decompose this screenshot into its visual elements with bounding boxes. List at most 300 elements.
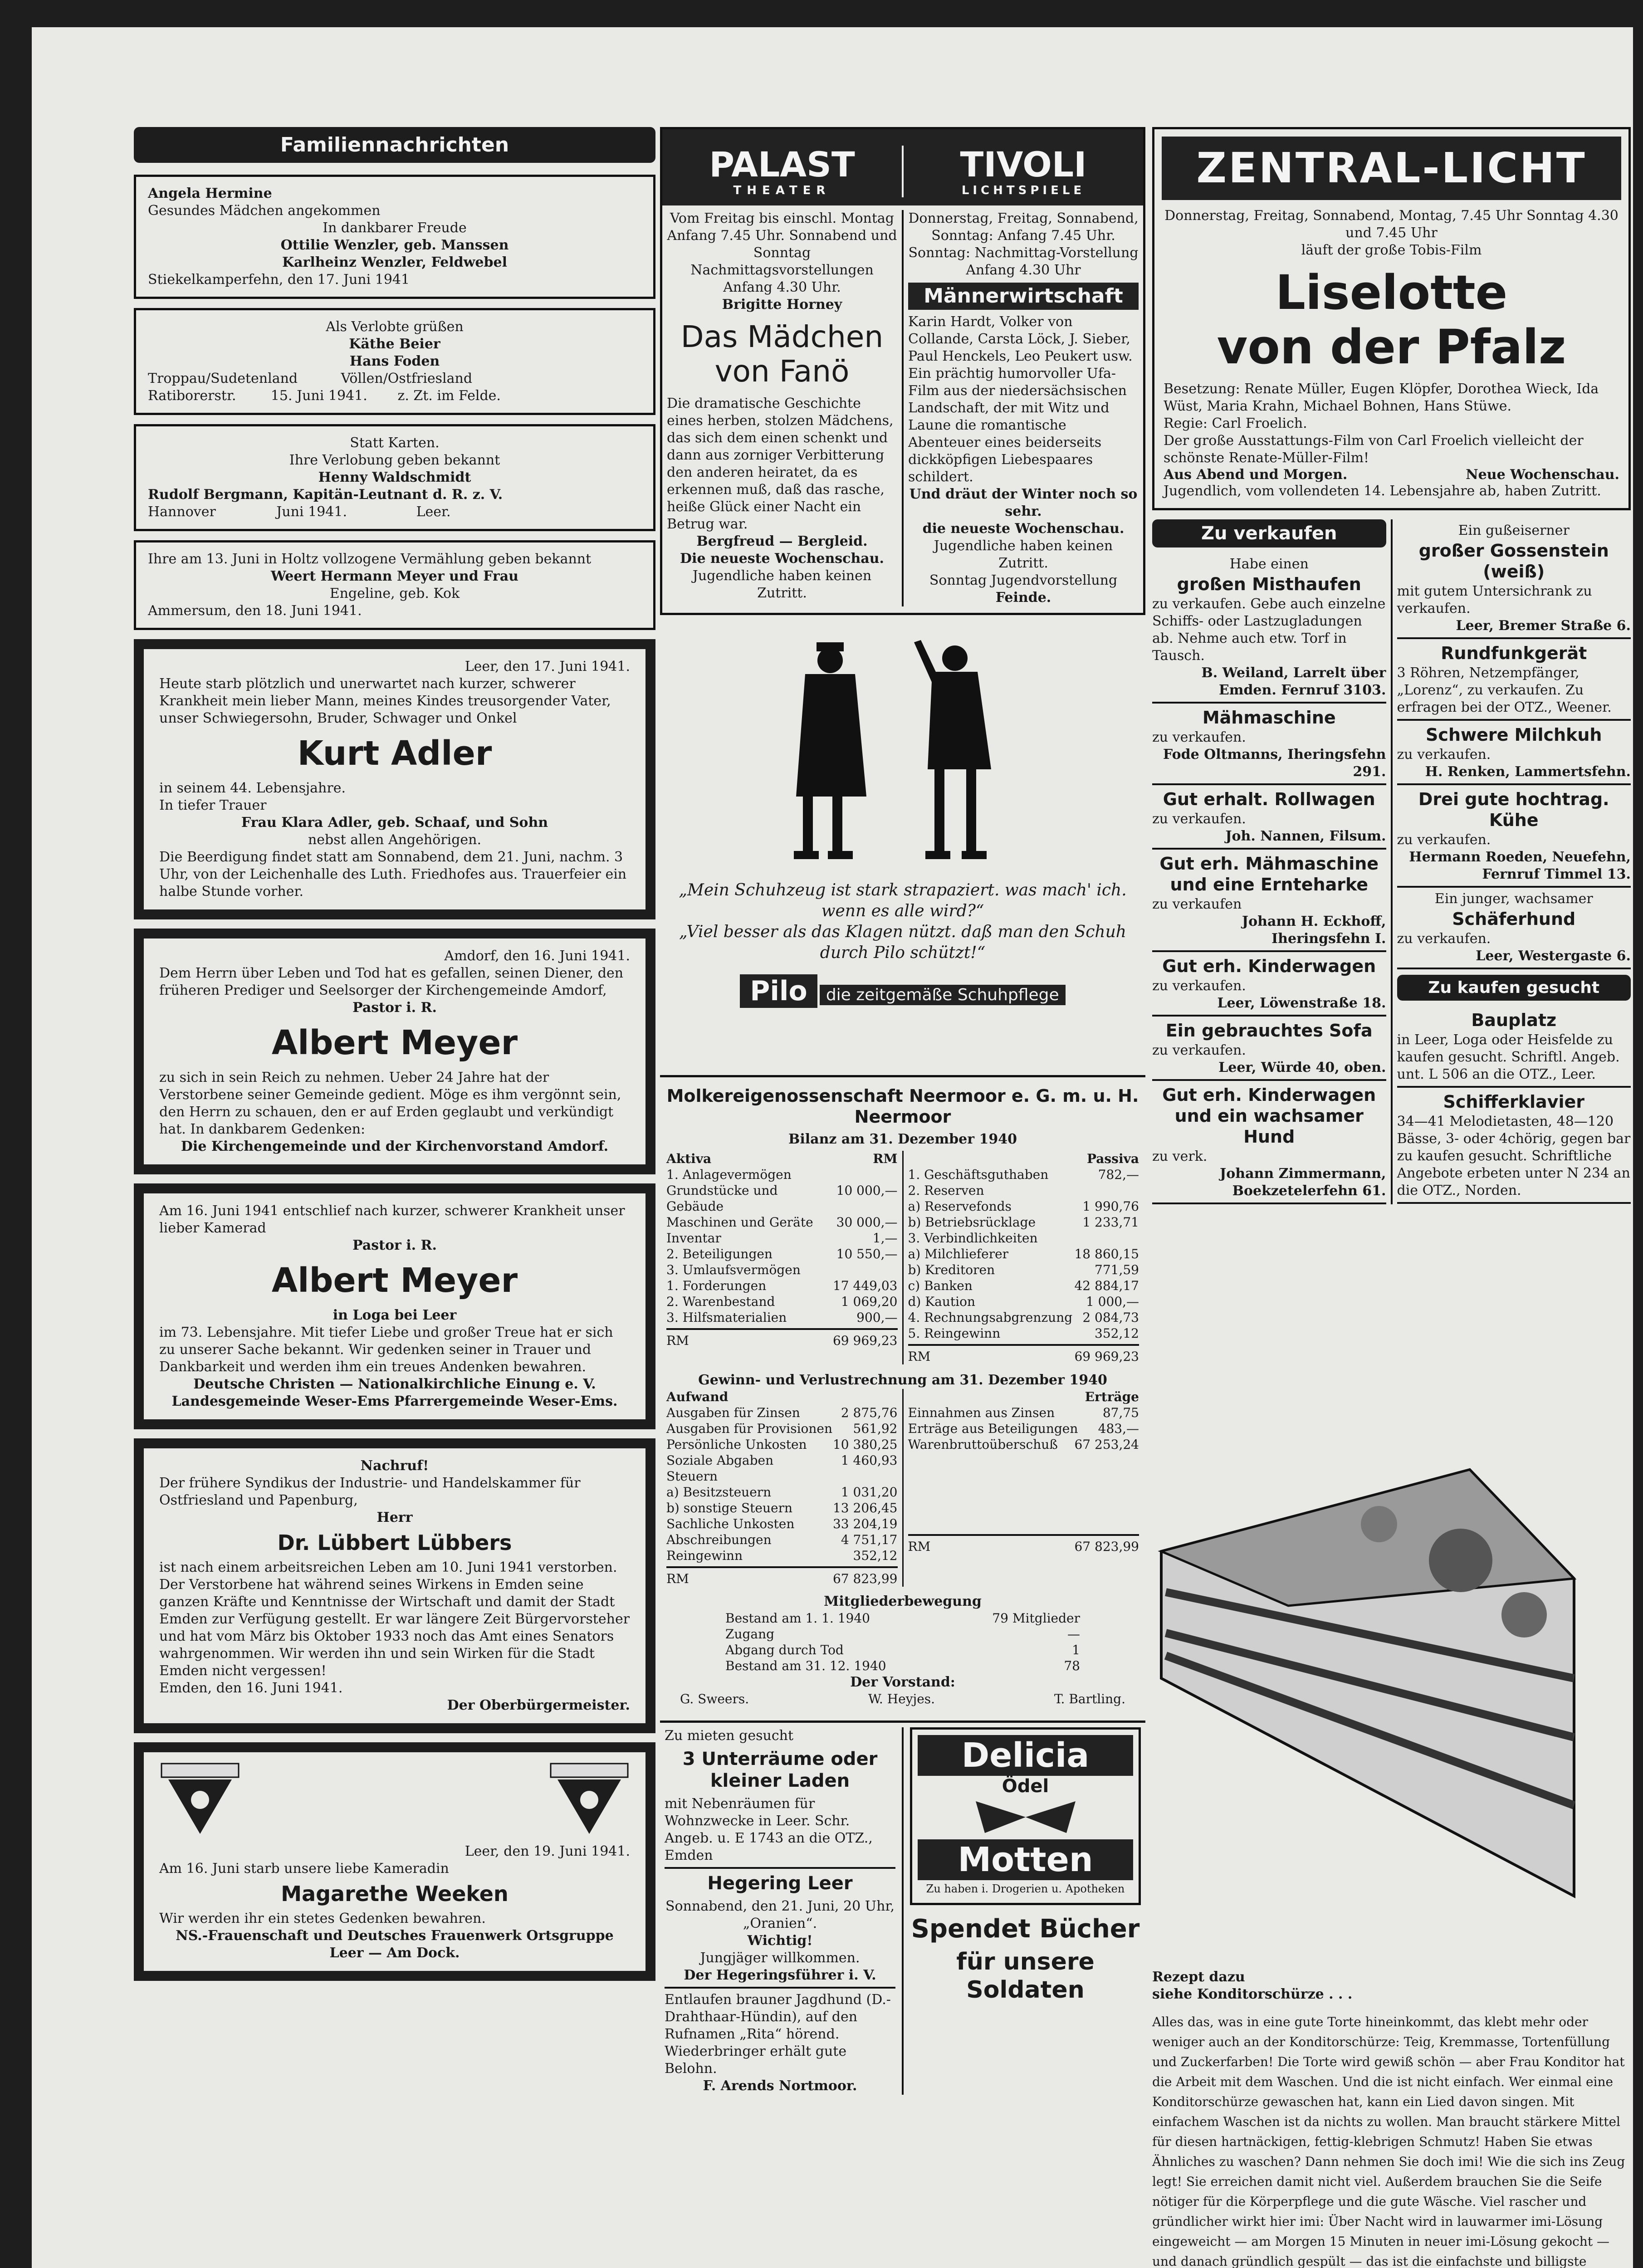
ledger-row bbox=[666, 1278, 898, 1294]
ad-sign: Leer, Westergaste 6. bbox=[1476, 948, 1631, 964]
pilo-quote: „Mein Schuhzeug ist stark strapaziert. was mach' ich. wenn es alle wird?“ bbox=[679, 881, 1132, 920]
aktiva-column bbox=[662, 1151, 904, 1364]
ledger-label: Zugang bbox=[725, 1627, 775, 1642]
ledger-label: Sachliche Unkosten bbox=[666, 1516, 795, 1531]
frauenschaft-seal-icon bbox=[159, 1761, 241, 1838]
ledger-row bbox=[908, 1294, 1139, 1310]
ad-title: großen Misthaufen bbox=[1177, 574, 1361, 594]
deceased-name: Dr. Lübbert Lübbers bbox=[277, 1530, 512, 1555]
ad-title: Ein gebrauchtes Sofa bbox=[1165, 1021, 1373, 1041]
moth-icon bbox=[958, 1797, 1094, 1838]
ledger-value: 2 084,73 bbox=[1082, 1310, 1139, 1325]
zentral-film-title: von der Pfalz bbox=[1217, 319, 1566, 375]
ledger-label: 3. Umlaufsvermögen bbox=[666, 1262, 801, 1277]
ledger-label: c) Banken bbox=[908, 1278, 973, 1293]
aufwand-head: Aufwand bbox=[666, 1389, 729, 1404]
cake-slice-illustration-icon bbox=[1152, 1442, 1631, 1941]
ad-body: 34—41 Melodietasten, 48—120 Bässe, 3- oder 4chörig, gegen bar zu kaufen gesucht. Schriftliche Angebote erbeten unter N 234 an die OTZ., Norden. bbox=[1397, 1114, 1635, 1198]
ad-title: Gut erh. Kinderwagen bbox=[1162, 956, 1376, 976]
ledger-row bbox=[666, 1452, 898, 1468]
zentral-youth: Jugendlich, vom vollendeten 14. Lebensjahre ab, haben Zutritt. bbox=[1164, 483, 1601, 499]
zentral-times: Donnerstag, Freitag, Sonnabend, Montag, 7.45 Uhr Sonntag 4.30 und 7.45 Uhr bbox=[1164, 208, 1623, 241]
obituary-adler bbox=[134, 639, 655, 919]
ad-body: zu verkaufen. bbox=[1152, 1042, 1246, 1058]
two-men-illustration-icon bbox=[660, 624, 1145, 878]
ledger-row bbox=[725, 1658, 1080, 1674]
ad-sign: Johann H. Eckhoff, Iheringsfehn I. bbox=[1242, 914, 1391, 947]
obituary-funeral: Die Beerdigung findet statt am Sonnabend, dem 21. Juni, nachm. 3 Uhr, von der Leichenhalle des Luth. Friedhofes aus. Trauerfeier ein halbe Stunde vorher. bbox=[159, 849, 631, 899]
ad-body: mit gutem Untersichrank zu verkaufen. bbox=[1397, 583, 1597, 616]
ledger-row bbox=[908, 1278, 1139, 1294]
ledger-label: 4. Rechnungsabgrenzung bbox=[908, 1310, 1073, 1325]
frauenwerk-seal-icon bbox=[548, 1761, 630, 1838]
ledger-label: Steuern bbox=[666, 1469, 718, 1484]
ledger-row bbox=[666, 1548, 898, 1564]
zentral-film-title: Liselotte bbox=[1275, 265, 1508, 320]
ledger-value: 1 bbox=[1072, 1642, 1080, 1657]
ledger-row bbox=[908, 1310, 1139, 1325]
ad-body: 3 Röhren, Netzempfänger, „Lorenz“, zu verkaufen. Zu erfragen bei der OTZ., Weener. bbox=[1397, 665, 1612, 715]
ledger-value: 10 550,— bbox=[836, 1246, 898, 1261]
ad-sign: H. Renken, Lammertsfehn. bbox=[1425, 764, 1631, 780]
ledger-label: 3. Hilfsmaterialien bbox=[666, 1310, 787, 1325]
palast-star: Brigitte Horney bbox=[722, 297, 842, 313]
ad-title: Rundfunkgerät bbox=[1441, 643, 1587, 663]
engagement-line: Ratiborerstr. 15. Juni 1941. z. Zt. im Felde. bbox=[148, 388, 501, 404]
obituary-family: nebst allen Angehörigen. bbox=[308, 832, 482, 848]
classified-ad bbox=[1397, 1088, 1635, 1204]
ledger-row bbox=[666, 1516, 898, 1532]
delicia-sub: Zu haben i. Drogerien u. Apotheken bbox=[926, 1882, 1125, 1895]
engagement-line: Troppau/Sudetenland Völlen/Ostfriesland bbox=[148, 371, 473, 386]
obituary-place: in Loga bei Leer bbox=[333, 1307, 457, 1323]
unit-label: RM bbox=[666, 1571, 689, 1586]
ledger-label: 1. Forderungen bbox=[666, 1278, 767, 1293]
zentral-news: Neue Wochenschau. bbox=[1466, 467, 1619, 483]
ledger-row bbox=[666, 1246, 898, 1262]
wedding-line: Ammersum, den 18. Juni 1941. bbox=[148, 603, 362, 619]
rezept-head: Rezept dazu bbox=[1152, 1969, 1245, 1985]
guv-total: 67 823,99 bbox=[832, 1571, 898, 1586]
right-column bbox=[1152, 127, 1636, 2268]
birth-notice bbox=[134, 175, 655, 299]
ledger-value: 483,— bbox=[1098, 1421, 1139, 1436]
ledger-value: 2 875,76 bbox=[841, 1405, 898, 1420]
ledger-value: 1 000,— bbox=[1086, 1294, 1139, 1309]
palast-film-desc: Die dramatische Geschichte eines herben, stolzen Mädchens, das sich dem einen schenkt und dann aus zorniger Verbitterung den anderen heiratet, da es erkennen muß, daß das rasche, heiße Glück einer Nacht ein Betrug war. bbox=[667, 396, 898, 532]
ledger-value: 1 460,93 bbox=[841, 1453, 898, 1468]
tivoli-desc: Ein prächtig humorvoller Ufa-Film aus der niedersächsischen Landschaft, der mit Witz und Laune die romantische Abenteuer eines beiderseits dickköpfigen Liebespaares schildert. bbox=[908, 366, 1131, 485]
unit-label: RM bbox=[666, 1333, 689, 1348]
classified-ad bbox=[1397, 721, 1631, 785]
ledger-value: 782,— bbox=[1098, 1167, 1139, 1182]
ad-title: Schäferhund bbox=[1452, 909, 1576, 929]
palast-logo-sub: THEATER bbox=[733, 184, 831, 197]
wedding-notice bbox=[134, 540, 655, 630]
ledger-row bbox=[908, 1325, 1139, 1341]
classified-ad bbox=[1152, 850, 1391, 952]
tivoli-logo-sub: LICHTSPIELE bbox=[961, 184, 1086, 197]
ledger-label: d) Kaution bbox=[908, 1294, 975, 1309]
obituary-head: Nachruf! bbox=[360, 1458, 429, 1474]
zentral-runs: läuft der große Tobis-Film bbox=[1301, 242, 1482, 258]
board-member: T. Bartling. bbox=[1054, 1691, 1125, 1706]
middle-column bbox=[660, 127, 1145, 2268]
classified-ad bbox=[1152, 1081, 1391, 1204]
tivoli-film-title: Männerwirtschaft bbox=[908, 283, 1139, 310]
molkerei-balance bbox=[660, 1075, 1145, 1711]
ledger-row bbox=[908, 1246, 1139, 1262]
ledger-value: 87,75 bbox=[1102, 1405, 1139, 1420]
unit-label: RM bbox=[873, 1151, 898, 1166]
zu-kaufen-gesucht-header: Zu kaufen gesucht bbox=[1397, 975, 1631, 1001]
engagement-line: Als Verlobte grüßen bbox=[326, 319, 464, 335]
ledger-value: 561,92 bbox=[853, 1421, 898, 1436]
obituary-intro: Dem Herrn über Leben und Tod hat es gefallen, seinen Diener, den früheren Prediger und Seelsorger der Kirchengemeinde Amdorf, bbox=[159, 965, 628, 998]
palast-logo-text: PALAST bbox=[709, 144, 855, 185]
ad-sign: Fode Oltmanns, Iheringsfehn 291. bbox=[1163, 747, 1391, 780]
tivoli-sunday: Sonntag Jugendvorstellung bbox=[929, 572, 1118, 588]
rezept-head: siehe Konditorschürze . . . bbox=[1152, 1986, 1353, 2002]
ledger-row bbox=[908, 1183, 1139, 1198]
obituary-body: zu sich in sein Reich zu nehmen. Ueber 24 Jahre hat der Verstorbene seiner Gemeinde gedient. Möge es ihm vergönnt sein, den Herrn zu schauen, den er auf Erden geglaubt und verkündigt hat. In dankbarem Gedenken: bbox=[159, 1070, 626, 1137]
ledger-row bbox=[908, 1405, 1139, 1421]
ad-pre: Ein gußeiserner bbox=[1458, 523, 1570, 538]
obituary-title: Pastor i. R. bbox=[352, 1237, 437, 1253]
birth-line: In dankbarer Freude bbox=[323, 220, 467, 236]
ledger-row bbox=[666, 1405, 898, 1421]
classified-ad bbox=[1152, 785, 1386, 850]
obituary-age: in seinem 44. Lebensjahre. bbox=[159, 780, 346, 796]
birth-line: Gesundes Mädchen angekommen bbox=[148, 203, 381, 219]
ad-sign: Leer, Löwenstraße 18. bbox=[1217, 995, 1386, 1011]
ledger-label: b) Betriebsrücklage bbox=[908, 1215, 1036, 1230]
for-sale-column-right bbox=[1393, 519, 1636, 1204]
engagement-line: Käthe Beier bbox=[349, 336, 440, 352]
palast-news: Die neueste Wochenschau. bbox=[680, 551, 884, 567]
palast-film-title: Das Mädchen von Fanö bbox=[680, 319, 884, 389]
obituary-sign: Der Oberbürgermeister. bbox=[447, 1697, 630, 1713]
ledger-value: 1 990,76 bbox=[1082, 1199, 1139, 1214]
obituary-luebbers bbox=[134, 1438, 655, 1733]
ledger-value: 352,12 bbox=[1095, 1326, 1139, 1341]
molkerei-title: Molkereigenossenschaft Neermoor e. G. m. u. H. Neermoor bbox=[666, 1086, 1139, 1127]
obituary-body: im 73. Lebensjahre. Mit tiefer Liebe und großer Treue hat er sich zu unserer Sache bekannt. Wir gedenken seiner in Trauer und Dankbarkeit und werden ihm ein treues Andenken bewahren. bbox=[159, 1325, 618, 1375]
ledger-row bbox=[666, 1262, 898, 1278]
ledger-row bbox=[666, 1532, 898, 1548]
ledger-row bbox=[908, 1421, 1139, 1437]
ledger-row bbox=[666, 1437, 898, 1452]
pilo-quote: „Viel besser als das Klagen nützt. daß man den Schuh durch Pilo schützt!“ bbox=[679, 923, 1132, 962]
palast-tivoli-logo bbox=[662, 129, 1143, 205]
ledger-label: 1. Anlagevermögen bbox=[666, 1167, 792, 1182]
classified-ad bbox=[1152, 1017, 1386, 1081]
wedding-line: Weert Hermann Meyer und Frau bbox=[271, 568, 518, 584]
ad-body: zu verkaufen. bbox=[1397, 931, 1491, 947]
ad-body: zu verkaufen. bbox=[1397, 747, 1491, 763]
ledger-label: a) Besitzsteuern bbox=[666, 1485, 772, 1500]
ledger-value: 1,— bbox=[872, 1231, 898, 1246]
delicia-ad bbox=[910, 1727, 1141, 1905]
ad-body: in Leer, Loga oder Heisfelde zu kaufen gesucht. Schriftl. Angeb. unt. L 506 an die OTZ., Leer. bbox=[1397, 1032, 1624, 1082]
obituary-family: Frau Klara Adler, geb. Schaaf, und Sohn bbox=[241, 815, 548, 831]
ledger-label: Ausgaben für Zinsen bbox=[666, 1405, 800, 1420]
deceased-name: Albert Meyer bbox=[271, 1023, 518, 1062]
board-member: G. Sweers. bbox=[680, 1691, 749, 1706]
ledger-label: Grundstücke und Gebäude bbox=[666, 1183, 778, 1214]
ledger-label: Abgang durch Tod bbox=[725, 1642, 844, 1657]
passiva-head: Passiva bbox=[1086, 1151, 1139, 1166]
ad-body: zu verkaufen. bbox=[1152, 978, 1246, 994]
dateline: Leer, den 17. Juni 1941. bbox=[465, 659, 630, 675]
rent-head: Zu mieten gesucht bbox=[665, 1728, 794, 1744]
wedding-line: Engeline, geb. Kok bbox=[329, 586, 460, 601]
delicia-logo: Delicia bbox=[918, 1735, 1133, 1776]
engagement-notice bbox=[134, 424, 655, 531]
ledger-value: — bbox=[1067, 1627, 1080, 1642]
ledger-row bbox=[908, 1198, 1139, 1214]
deceased-name: Kurt Adler bbox=[297, 734, 492, 773]
ledger-label: 3. Verbindlichkeiten bbox=[908, 1231, 1038, 1246]
spende-title: Spendet Bücher bbox=[911, 1914, 1140, 1944]
ad-body: zu verkaufen. bbox=[1397, 832, 1491, 848]
ad-body: zu verkaufen. bbox=[1152, 811, 1246, 827]
engagement-line: Hans Foden bbox=[349, 353, 440, 369]
obituary-sign: NS.-Frauenschaft und Deutsches Frauenwerk Ortsgruppe Leer — Am Dock. bbox=[176, 1928, 619, 1961]
molkerei-bilanz-head: Bilanz am 31. Dezember 1940 bbox=[788, 1131, 1017, 1147]
zentral-cast: Besetzung: Renate Müller, Eugen Klöpfer, Dorothea Wieck, Ida Wüst, Maria Krahn, Michael Bohnen, Hans Stüwe. bbox=[1164, 381, 1603, 414]
for-sale-column-left bbox=[1152, 519, 1393, 1204]
ledger-row bbox=[908, 1167, 1139, 1183]
ledger-value: 10 000,— bbox=[836, 1183, 898, 1198]
classified-ad bbox=[1152, 704, 1391, 785]
aktiva-head: Aktiva bbox=[666, 1151, 712, 1166]
birth-line: Angela Hermine bbox=[148, 186, 272, 201]
ledger-label: Maschinen und Geräte bbox=[666, 1215, 813, 1230]
ad-title: Schifferklavier bbox=[1443, 1092, 1584, 1112]
ad-title: großer Gossenstein (weiß) bbox=[1418, 541, 1609, 582]
zentral-desc: Der große Ausstattungs-Film von Carl Froelich vielleicht der schönste Renate-Müller-Film! bbox=[1164, 433, 1588, 466]
ledger-value: 17 449,03 bbox=[832, 1278, 898, 1293]
ledger-row bbox=[666, 1230, 898, 1246]
obituary-meyer-loga bbox=[134, 1183, 655, 1429]
classified-ad bbox=[1397, 1006, 1631, 1088]
ledger-label: b) sonstige Steuern bbox=[666, 1501, 793, 1515]
birth-line: Karlheinz Wenzler, Feldwebel bbox=[282, 254, 507, 270]
rent-title: 3 Unterräume oder kleiner Laden bbox=[682, 1749, 878, 1791]
hegering-sign: Der Hegeringsführer i. V. bbox=[684, 1967, 876, 1983]
zentral-licht-ad bbox=[1152, 127, 1631, 510]
ledger-row bbox=[908, 1262, 1139, 1278]
ledger-label: a) Reservefonds bbox=[908, 1199, 1012, 1214]
hegering-body: Sonnabend, den 21. Juni, 20 Uhr, „Oranien“. bbox=[665, 1898, 899, 1931]
ledger-row bbox=[666, 1310, 898, 1325]
ledger-value: 42 884,17 bbox=[1074, 1278, 1139, 1293]
ledger-row bbox=[666, 1294, 898, 1310]
obituary-body: Wir werden ihr ein stetes Gedenken bewahren. bbox=[159, 1911, 486, 1926]
ledger-row bbox=[666, 1500, 898, 1516]
ledger-label: 5. Reingewinn bbox=[908, 1326, 1001, 1341]
classified-ad bbox=[1152, 952, 1386, 1017]
engagement-line: Statt Karten. bbox=[350, 435, 440, 451]
ad-sign: B. Weiland, Larrelt über Emden. Fernruf 3103. bbox=[1201, 665, 1391, 698]
ledger-value: 67 253,24 bbox=[1074, 1437, 1139, 1452]
obituary-mourning: In tiefer Trauer bbox=[159, 797, 267, 813]
obituary-intro: Am 16. Juni 1941 entschlief nach kurzer, schwerer Krankheit unser lieber Kamerad bbox=[159, 1203, 630, 1236]
family-header: Familiennachrichten bbox=[134, 127, 655, 163]
guv-head: Gewinn- und Verlustrechnung am 31. Dezember 1940 bbox=[698, 1372, 1107, 1388]
rezept-text bbox=[1152, 1969, 1631, 2268]
ledger-row bbox=[908, 1214, 1139, 1230]
obituary-title: Pastor i. R. bbox=[352, 1000, 437, 1016]
ertraege-head: Erträge bbox=[1085, 1389, 1139, 1404]
small-ads-middle bbox=[660, 1721, 1145, 2095]
balance-total: 69 969,23 bbox=[832, 1333, 898, 1348]
deceased-name: Magarethe Weeken bbox=[281, 1882, 509, 1906]
ad-title: Gut erh. Kinderwagen und ein wachsamer Hund bbox=[1162, 1085, 1376, 1147]
ad-title: Bauplatz bbox=[1471, 1010, 1557, 1030]
ledger-label: a) Milchlieferer bbox=[908, 1246, 1009, 1261]
ad-body: zu verkaufen. Gebe auch einzelne Schiffs- oder Lastzugladungen ab. Nehme auch etw. Torf in Tausch. bbox=[1152, 596, 1390, 664]
ledger-value: 33 204,19 bbox=[832, 1516, 898, 1531]
ledger-row bbox=[725, 1642, 1080, 1658]
palast-tivoli-ad bbox=[660, 127, 1145, 615]
ledger-label: Persönliche Unkosten bbox=[666, 1437, 807, 1452]
spende-sub: für unsere Soldaten bbox=[956, 1948, 1095, 2004]
ledger-label: Ausgaben für Provisionen bbox=[666, 1421, 833, 1436]
ledger-value: 18 860,15 bbox=[1074, 1246, 1139, 1261]
ledger-value: 4 751,17 bbox=[841, 1532, 898, 1547]
engagement-line: Hannover Juni 1941. Leer. bbox=[148, 504, 451, 520]
ledger-value: 771,59 bbox=[1095, 1262, 1139, 1277]
obituary-intro: Am 16. Juni starb unsere liebe Kameradin bbox=[159, 1861, 449, 1877]
ad-title: Drei gute hochtrag. Kühe bbox=[1418, 789, 1609, 830]
ad-pre: Ein junger, wachsamer bbox=[1434, 891, 1593, 907]
ad-body: zu verk. bbox=[1152, 1149, 1208, 1164]
ad-title: Gut erh. Mähmaschine und eine Ernteharke bbox=[1159, 854, 1379, 894]
ledger-row bbox=[725, 1610, 1080, 1626]
ledger-value: 13 206,45 bbox=[832, 1501, 898, 1515]
ledger-label: b) Kreditoren bbox=[908, 1262, 995, 1277]
ledger-value: 1 069,20 bbox=[841, 1294, 898, 1309]
ledger-label: Reingewinn bbox=[666, 1548, 743, 1563]
ledger-row bbox=[666, 1484, 898, 1500]
rent-body: mit Nebenräumen für Wohnzwecke in Leer. Schr. Angeb. u. E 1743 an die OTZ., Emden bbox=[665, 1796, 877, 1863]
unit-label: RM bbox=[908, 1349, 931, 1364]
newspaper-page bbox=[32, 27, 1636, 2268]
ledger-value: 30 000,— bbox=[836, 1215, 898, 1230]
obituary-sign: Deutsche Christen — Nationalkirchliche Einung e. V. Landesgemeinde Weser-Ems Pfarrergemeinde Weser-Ems. bbox=[171, 1376, 618, 1409]
zentral-director: Regie: Carl Froelich. bbox=[1164, 415, 1307, 431]
ledger-row bbox=[908, 1230, 1139, 1246]
classified-section bbox=[1152, 519, 1636, 1204]
delicia-motten: Motten bbox=[918, 1839, 1133, 1880]
ledger-label: Inventar bbox=[666, 1231, 721, 1246]
tivoli-times: Donnerstag, Freitag, Sonnabend, Sonntag: Anfang 7.45 Uhr. Sonntag: Nachmittag-Vorstellung Anfang 4.30 Uhr bbox=[908, 210, 1143, 278]
ledger-value: 352,12 bbox=[853, 1548, 898, 1563]
classified-ad bbox=[1397, 785, 1636, 888]
ledger-label: Erträge aus Beteiligungen bbox=[908, 1421, 1078, 1436]
ledger-value: 79 Mitglieder bbox=[992, 1611, 1080, 1626]
ad-sign: Leer, Bremer Straße 6. bbox=[1456, 618, 1631, 634]
dateline: Leer, den 19. Juni 1941. bbox=[465, 1843, 630, 1859]
obituary-date: Emden, den 16. Juni 1941. bbox=[159, 1680, 343, 1696]
classified-ad bbox=[1397, 639, 1631, 721]
ledger-label: 2. Warenbestand bbox=[666, 1294, 775, 1309]
board-head: Der Vorstand: bbox=[850, 1674, 955, 1690]
hegering-note: Wichtig! bbox=[747, 1933, 813, 1949]
obituary-meyer-amdorf bbox=[134, 929, 655, 1174]
hegering-title: Hegering Leer bbox=[707, 1873, 853, 1894]
members-head: Mitgliederbewegung bbox=[824, 1593, 982, 1609]
ad-sign: Joh. Nannen, Filsum. bbox=[1225, 828, 1386, 844]
pilo-slogan: die zeitgemäße Schuhpflege bbox=[820, 985, 1066, 1005]
ledger-row bbox=[725, 1626, 1080, 1642]
ledger-label: Bestand am 31. 12. 1940 bbox=[725, 1658, 886, 1673]
tivoli-sunday-film: Feinde. bbox=[995, 590, 1051, 606]
tivoli-youth: Jugendliche haben keinen Zutritt. bbox=[934, 538, 1117, 571]
guv-total: 67 823,99 bbox=[1074, 1539, 1139, 1554]
ledger-value: 1 233,71 bbox=[1082, 1215, 1139, 1230]
birth-line: Ottilie Wenzler, geb. Manssen bbox=[280, 237, 509, 253]
balance-total: 69 969,23 bbox=[1074, 1349, 1139, 1364]
obituary-sign: Die Kirchengemeinde und der Kirchenvorstand Amdorf. bbox=[181, 1139, 609, 1154]
obituary-title: Herr bbox=[377, 1510, 413, 1525]
classified-ad bbox=[1152, 553, 1391, 704]
engagement-notice bbox=[134, 308, 655, 415]
ledger-label: 2. Beteiligungen bbox=[666, 1246, 773, 1261]
ledger-row bbox=[666, 1167, 898, 1183]
lost-dog-body: Entlaufen brauner Jagdhund (D.-Drahthaar-Hündin), auf den Rufnamen „Rita“ hörend. Wiederbringer erhält gute Belohn. bbox=[665, 1992, 891, 2077]
tivoli-extra: Und dräut der Winter noch so sehr. bbox=[909, 486, 1142, 519]
ledger-label: Soziale Abgaben bbox=[666, 1453, 774, 1468]
wedding-line: Ihre am 13. Juni in Holtz vollzogene Vermählung geben bekannt bbox=[148, 551, 592, 567]
rezept-body: Alles das, was in eine gute Torte hineinkommt, das klebt mehr oder weniger auch an der Konditorschürze: Teig, Kremmasse, Tortenfüllung und Zuckerfarben! Die Torte wird gewiß schön — aber Frau Konditor hat die Arbeit mit dem Waschen. Und die ist nicht einfach. Wer einmal eine Konditorschürze gewaschen hat, kann ein Lied davon singen. Mit einfachem Waschen ist da nichts zu wollen. Man braucht stärkere Mittel für diesen hartnäckigen, fettig-klebrigen Schmutz! Haben Sie etwas Ähnliches zu waschen? Dann nehmen Sie doch imi! Wie die sich ins Zeug legt! Sie erreichen damit nicht viel. Außerdem brauchen Sie die Seife nötiger für die Körperpflege und die gute Wäsche. Viel rascher und gründlicher wirkt hier imi: Über Nacht wird in lauwarmer imi-Lösung eingeweicht — am Morgen 15 Minuten in neuer imi-Lösung gekocht — und danach gründlich gespült — das ist die einfachste und billigste bbox=[1152, 2014, 1625, 2268]
ledger-row bbox=[666, 1468, 898, 1484]
tivoli-cast: Karin Hardt, Volker von Collande, Carsta Löck, J. Sieber, Paul Henckels, Leo Peukert usw. bbox=[908, 314, 1135, 364]
engagement-line: Henny Waldschmidt bbox=[318, 469, 471, 485]
obituary-body: ist nach einem arbeitsreichen Leben am 10. Juni 1941 verstorben. Der Verstorbene hat während seines Wirkens in Emden seine ganzen Kräfte und Kenntnisse der Wirtschaft und damit der Stadt Emden zur Verfügung gestellt. Er war längere Zeit Bürgervorsteher und hat vom März bis Oktober 1933 noch das Amt eines Senators wahrgenommen. Wir werden ihn und sein Wirken für die Stadt Emden nicht vergessen! bbox=[159, 1559, 634, 1679]
ad-sign: Hermann Roeden, Neuefehn, Fernruf Timmel 13. bbox=[1409, 849, 1636, 882]
family-column bbox=[134, 127, 655, 2268]
ad-sign: Johann Zimmermann, Boekzetelerfehn 61. bbox=[1220, 1166, 1391, 1199]
ad-body: zu verkaufen bbox=[1152, 896, 1242, 912]
ledger-value: 1 031,20 bbox=[841, 1485, 898, 1500]
obituary-weeken bbox=[134, 1742, 655, 1981]
palast-times: Vom Freitag bis einschl. Montag Anfang 7.45 Uhr. Sonnabend und Sonntag Nachmittagsvorstellungen Anfang 4.30 Uhr. bbox=[667, 210, 902, 295]
deceased-name: Albert Meyer bbox=[271, 1261, 518, 1300]
birth-line: Stiekelkamperfehn, den 17. Juni 1941 bbox=[148, 272, 410, 288]
ledger-value: 10 380,25 bbox=[832, 1437, 898, 1452]
ad-title: Schwere Milchkuh bbox=[1426, 725, 1602, 745]
hegering-note: Jungjäger willkommen. bbox=[700, 1950, 860, 1966]
classified-ad bbox=[1397, 519, 1631, 639]
ledger-row bbox=[908, 1437, 1139, 1452]
ledger-label: Abschreibungen bbox=[666, 1532, 772, 1547]
classified-ad bbox=[1397, 888, 1631, 969]
ad-sign: Leer, Würde 40, oben. bbox=[1218, 1060, 1386, 1075]
tivoli-logo-text: TIVOLI bbox=[960, 144, 1087, 185]
board-member: W. Heyjes. bbox=[868, 1691, 935, 1706]
engagement-line: Rudolf Bergmann, Kapitän-Leutnant d. R. z. V. bbox=[148, 487, 503, 503]
ledger-value: 900,— bbox=[856, 1310, 898, 1325]
ledger-label: Einnahmen aus Zinsen bbox=[908, 1405, 1055, 1420]
ad-title: Mähmaschine bbox=[1202, 708, 1336, 728]
dateline: Amdorf, den 16. Juni 1941. bbox=[444, 948, 630, 964]
pilo-ad bbox=[660, 624, 1145, 1069]
palast-youth: Jugendliche haben keinen Zutritt. bbox=[692, 568, 876, 601]
zu-verkaufen-header: Zu verkaufen bbox=[1152, 519, 1386, 547]
